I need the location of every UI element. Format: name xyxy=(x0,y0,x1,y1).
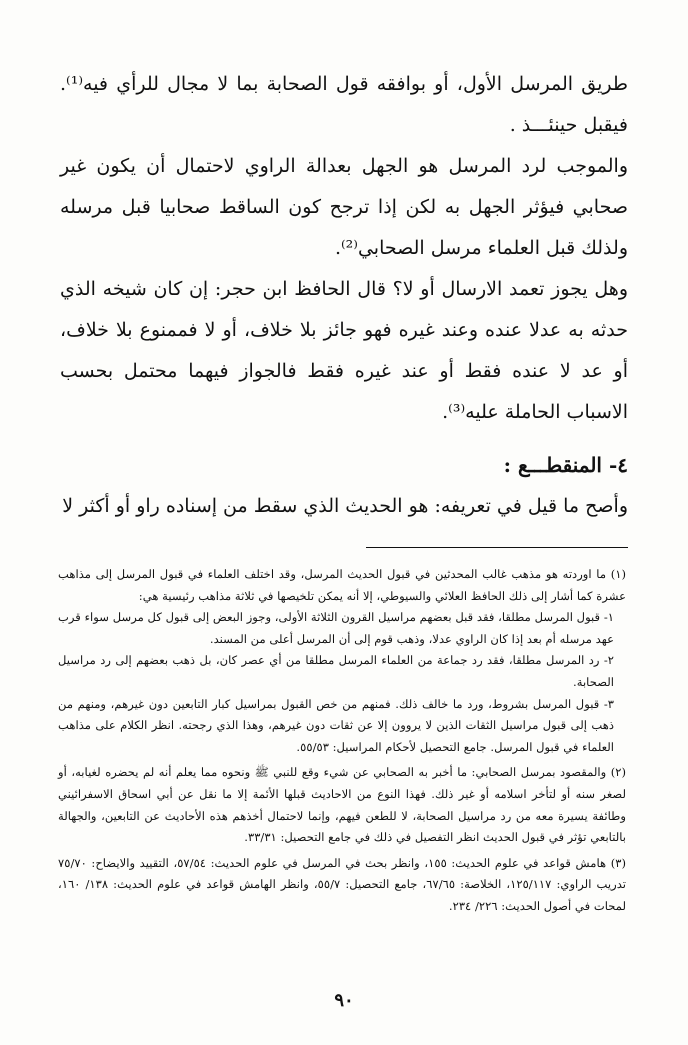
paragraph-3: وهل يجوز تعمد الارسال أو لا؟ قال الحافظ ابن حجر: إن كان شيخه الذي حدثه به عدلا عنده وعند غيره فهو جائز بلا خلاف، أو لا فممنوع بلا خلاف، أو عد لا عنده فقط أو عند غيره فقط فالجواز فيهما محتمل بحسب الاسباب الحاملة عليه⁽³⁾. xyxy=(60,278,628,423)
footnote-3: (٣) هامش قواعد في علوم الحديث: ١٥٥، وانظر بحث في المرسل في علوم الحديث: ٥٧/٥٤، التقييد والايضاح: ٧٥/٧٠ تدريب الراوي: ١٢٥/١١٧، الخلاصة: ٦٧/٦٥، جامع التحصيل: ٥٥/٧، وانظر الهامش قواعد في علوم الحديث: ١٣٨/ ١٦٠، لمحات في أصول الحديث: ٢٢٦/ ٢٣٤. xyxy=(58,855,627,913)
paragraph-1: طريق المرسل الأول، أو بوافقه قول الصحابة بما لا مجال للرأي فيه⁽¹⁾. فيقبل حينئـــذ . xyxy=(60,73,628,136)
footnote-separator xyxy=(366,547,628,548)
page-number: ٩٠ xyxy=(334,990,354,1011)
section-heading: ٤- المنقطـــع : xyxy=(503,453,628,477)
footnote-2: (٢) والمقصود بمرسل الصحابي: ما أخبر به الصحابي عن شيء وقع للنبي ﷺ ونحوه مما يعلم أنه لم يحضره لغيابه، أو لصغر سنه أو لتأخر اسلامه أو غير ذلك. فهذا النوع من الاحاديث قبلها الأئمة إلا ما نقل عن أبي اسحاق الاسفرائيني وطائفة يسيرة معه من رد مراسيل الصحابة، لا للطعن فيهم، وإنما لاحتمال أخذهم هذه الأحاديث عن التابعين، والجهالة بالتابعي تؤثر في قبول الحديث انظر التفصيل في ذلك في جامع التحصيل: ٣٣/٣١. xyxy=(58,765,626,845)
main-text xyxy=(60,64,628,527)
footnote-1-item-3: ٣- قبول المرسل بشروط، ورد ما خالف ذلك. فمنهم من خص القبول بمراسيل كبار التابعين دون غيرهم، ومنهم من ذهب إلى قبول مراسيل الثقات الذين لا يروون إلا عن ثقات دون غيرهم، وهذا الذي رجحته. انظر الكلام على مذاهب العلماء في قبول المرسل. جامع التحصيل لأحكام المراسيل: ٥٥/٥٣. xyxy=(58,696,614,754)
footnote-1-item-1: ١- قبول المرسل مطلقا، فقد قبل بعضهم مراسيل القرون الثلاثة الأولى، وجوز البعض إلى قبول كل مرسل سواء قرب عهد مرسله أم بعد إذا كان الراوي عدلا، وذهب قوم إلى أن المرسل أعلى من المسند. xyxy=(58,610,614,646)
paragraph-2: والموجب لرد المرسل هو الجهل بعدالة الراوي لاحتمال أن يكون غير صحابي فيؤثر الجهل به لكن إذا ترجح كون الساقط صحابيا قبل مرسله ولذلك قبل العلماء مرسل الصحابي⁽²⁾. xyxy=(60,155,628,259)
footnote-1-intro: (١) ما اوردته هو مذهب غالب المحدثين في قبول الحديث المرسل، وقد اختلف العلماء في قبول المرسل إلى مذاهب عشرة كما أشار إلى ذلك الحافظ العلائي والسيوطي، إلا أنه يمكن تلخيصها في ثلاثة مذاهب رئيسية هي: xyxy=(58,567,626,603)
paragraph-4: وأصح ما قيل في تعريفه: هو الحديث الذي سقط من إسناده راو أو أكثر لا xyxy=(62,495,628,517)
footnote-1-item-2: ٢- رد المرسل مطلقا، فقد رد جماعة من العلماء المرسل مطلقا من أي عصر كان، بل ذهب بعضهم إلى رد مراسيل الصحابة. xyxy=(58,653,614,689)
footnotes xyxy=(58,564,626,922)
footnote-1 xyxy=(58,564,626,758)
